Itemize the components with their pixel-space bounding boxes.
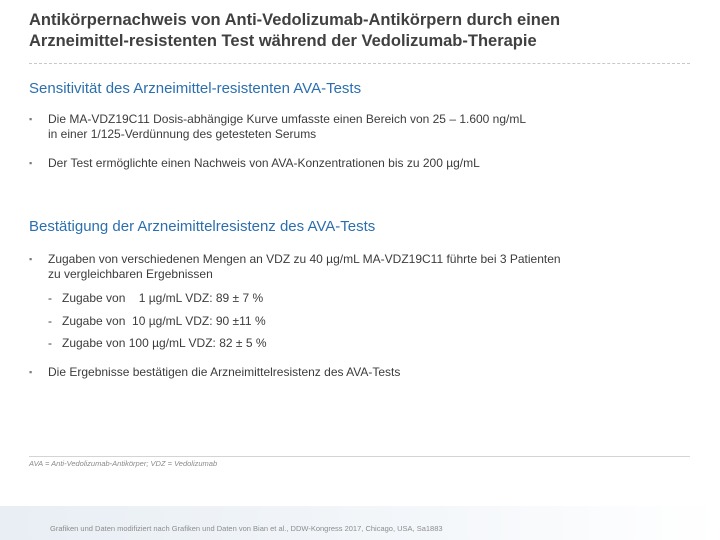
dash-icon: - bbox=[48, 314, 52, 328]
source-citation: Grafiken und Daten modifiziert nach Grafiken und Daten von Bian et al., DDW-Kongress 2017, Chicago, USA, Sa1883 bbox=[50, 524, 443, 533]
bullet-text-line: zu vergleichbaren Ergebnissen bbox=[48, 267, 213, 281]
dash-icon: - bbox=[48, 336, 52, 350]
section-heading-confirmation: Bestätigung der Arzneimittelresistenz des AVA-Tests bbox=[29, 218, 376, 235]
abbreviation-footnote: AVA = Anti-Vedolizumab-Antikörper; VDZ = Vedolizumab bbox=[29, 459, 218, 468]
bullet-icon: ▪ bbox=[29, 254, 33, 264]
slide-title-line-1: Antikörpernachweis von Anti-Vedolizumab-Antikörpern durch einen bbox=[29, 11, 561, 29]
sub-item-text: Zugabe von 10 µg/mL VDZ: 90 ±11 % bbox=[62, 314, 266, 328]
slide-title-line-2: Arzneimittel-resistenten Test während der Vedolizumab-Therapie bbox=[29, 32, 537, 50]
sub-item-text: Zugabe von 100 µg/mL VDZ: 82 ± 5 % bbox=[62, 336, 267, 350]
slide-title bbox=[29, 10, 699, 52]
footer-bar bbox=[0, 506, 720, 540]
footnote-divider bbox=[29, 456, 690, 457]
title-divider bbox=[29, 63, 690, 64]
bullet-text-line: Die MA-VDZ19C11 Dosis-abhängige Kurve umfasste einen Bereich von 25 – 1.600 ng/mL bbox=[48, 112, 527, 126]
bullet-icon: ▪ bbox=[29, 114, 33, 124]
bullet-text-line: Zugaben von verschiedenen Mengen an VDZ zu 40 µg/mL MA-VDZ19C11 führte bei 3 Patienten bbox=[48, 252, 561, 266]
dash-icon: - bbox=[48, 291, 52, 305]
bullet-icon: ▪ bbox=[29, 367, 33, 377]
bullet-text-line: Der Test ermöglichte einen Nachweis von AVA-Konzentrationen bis zu 200 µg/mL bbox=[48, 156, 480, 170]
bullet-text-line: in einer 1/125-Verdünnung des getesteten Serums bbox=[48, 127, 317, 141]
bullet-icon: ▪ bbox=[29, 158, 33, 168]
bullet-text-line: Die Ergebnisse bestätigen die Arzneimittelresistenz des AVA-Tests bbox=[48, 365, 401, 379]
section-heading-sensitivity: Sensitivität des Arzneimittel-resistenten AVA-Tests bbox=[29, 80, 362, 97]
sub-item-text: Zugabe von 1 µg/mL VDZ: 89 ± 7 % bbox=[62, 291, 264, 305]
